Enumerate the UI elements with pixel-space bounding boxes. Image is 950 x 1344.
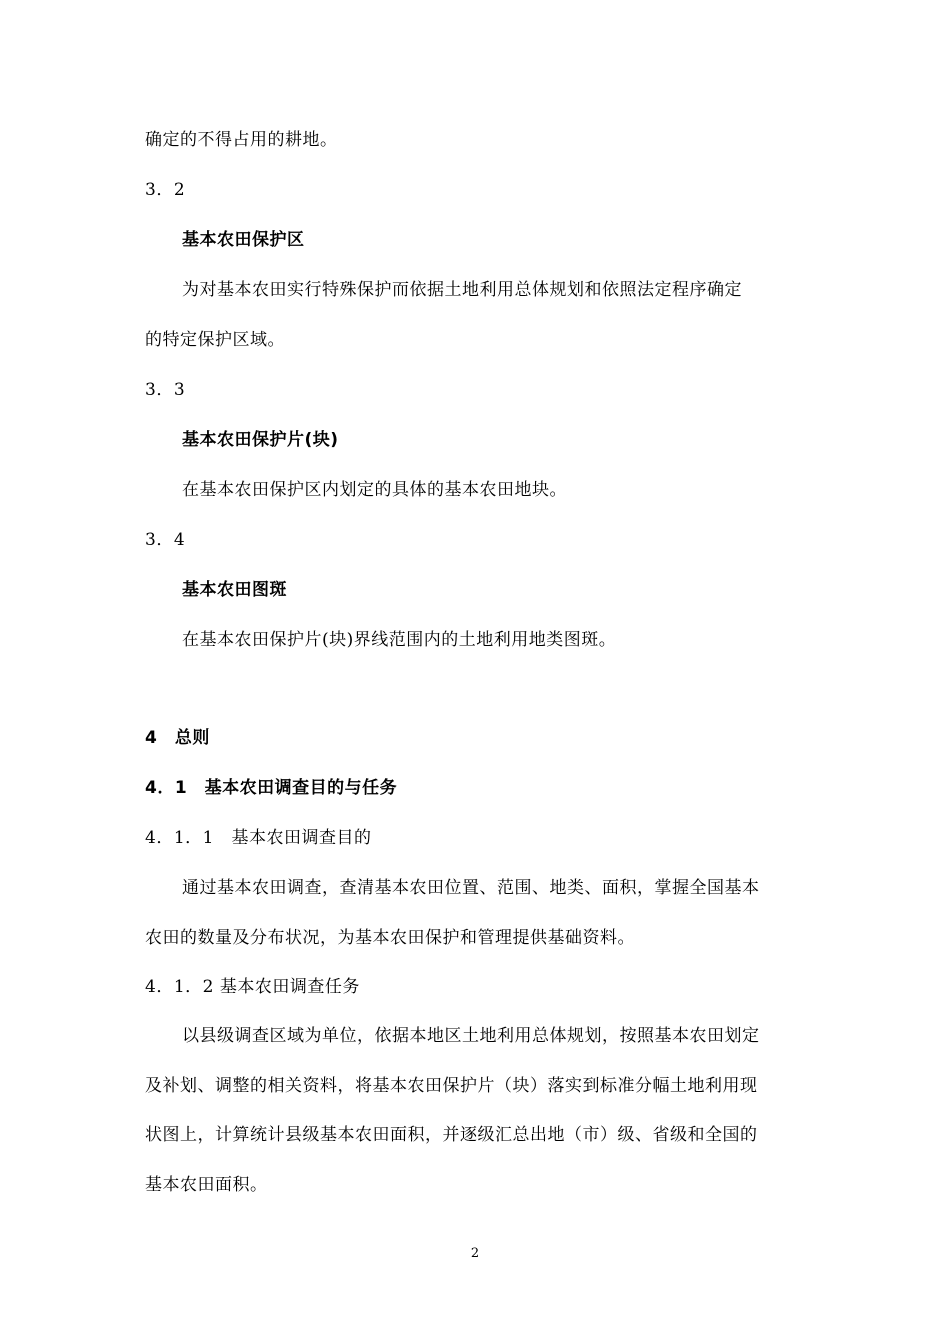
paragraph-line: 及补划、调整的相关资料，将基本农田保护片（块）落实到标准分幅土地利用现 — [145, 1076, 758, 1096]
paragraph-line: 状图上，计算统计县级基本农田面积，并逐级汇总出地（市）级、省级和全国的 — [145, 1125, 758, 1145]
subsection-heading: 4．1．1 基本农田调查目的 — [145, 828, 372, 848]
page-number: 2 — [470, 1246, 480, 1261]
paragraph-line: 农田的数量及分布状况，为基本农田保护和管理提供基础资料。 — [145, 928, 635, 948]
section-number-3-3: 3．3 — [145, 380, 186, 400]
paragraph-line: 的特定保护区域。 — [145, 330, 285, 350]
term-heading: 基本农田保护片(块) — [182, 430, 339, 450]
subsection-heading: 4．1．2 基本农田调查任务 — [145, 977, 360, 997]
paragraph-line: 在基本农田保护片(块)界线范围内的土地利用地类图斑。 — [182, 630, 617, 650]
paragraph-line: 为对基本农田实行特殊保护而依据土地利用总体规划和依照法定程序确定 — [182, 280, 742, 300]
section-number-3-2: 3．2 — [145, 180, 186, 200]
term-heading: 基本农田图斑 — [182, 580, 287, 600]
chapter-heading: 4 总则 — [145, 728, 210, 748]
section-number-3-4: 3．4 — [145, 530, 186, 550]
term-heading: 基本农田保护区 — [182, 230, 305, 250]
section-heading: 4．1 基本农田调查目的与任务 — [145, 778, 398, 798]
paragraph-line: 基本农田面积。 — [145, 1175, 268, 1195]
paragraph-line: 以县级调查区域为单位，依据本地区土地利用总体规划，按照基本农田划定 — [182, 1026, 760, 1046]
paragraph-line: 确定的不得占用的耕地。 — [145, 130, 338, 150]
paragraph-line: 通过基本农田调查，查清基本农田位置、范围、地类、面积，掌握全国基本 — [182, 878, 760, 898]
paragraph-line: 在基本农田保护区内划定的具体的基本农田地块。 — [182, 480, 567, 500]
